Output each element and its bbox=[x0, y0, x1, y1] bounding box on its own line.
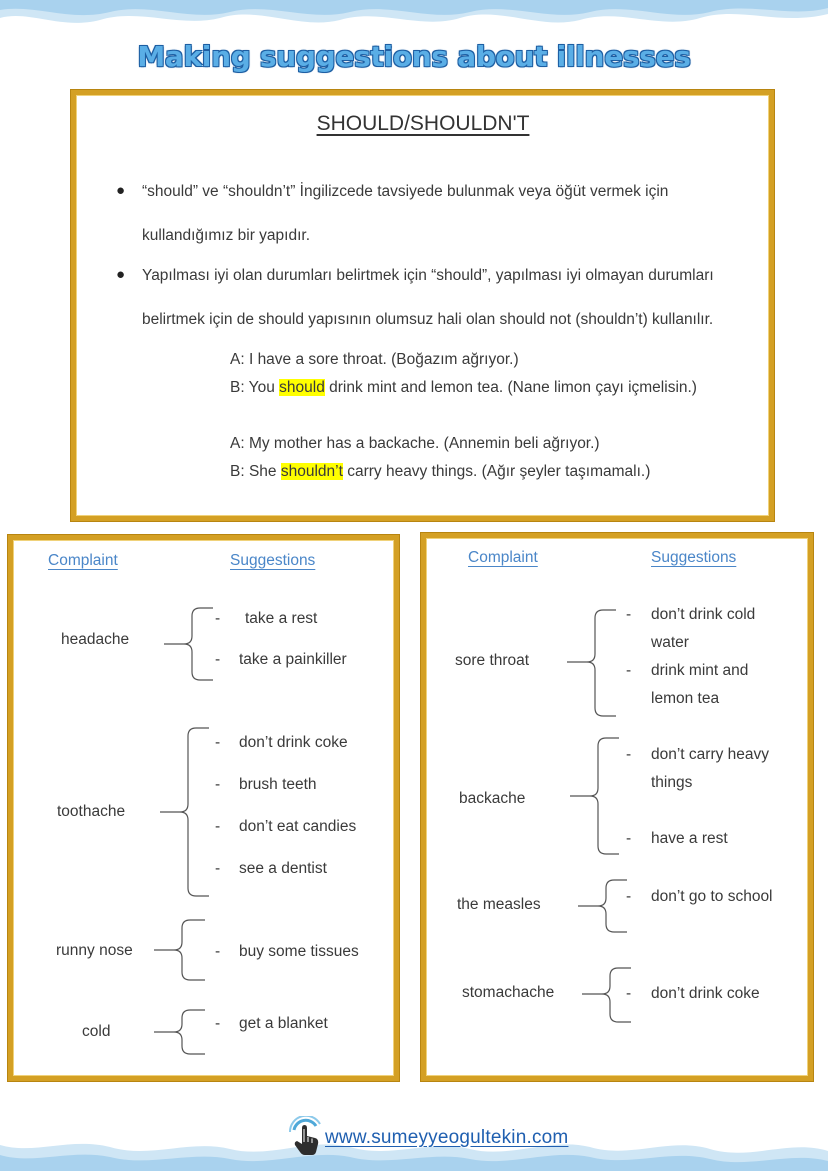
brace-cold bbox=[150, 1008, 208, 1056]
complaint-runny-nose: runny nose bbox=[56, 942, 133, 959]
suggestion: buy some tissues bbox=[239, 943, 359, 960]
complaint-backache: backache bbox=[459, 790, 526, 807]
brace-headache bbox=[160, 606, 216, 682]
suggestion: don’t drink coke bbox=[239, 734, 348, 751]
example-line-4: B: She shouldn’t carry heavy things. (Ağır şeyler taşımamalı.) bbox=[230, 463, 651, 480]
brace-backache bbox=[566, 736, 622, 858]
highlight-shouldnt: shouldn’t bbox=[280, 463, 343, 480]
left-complaint-header: Complaint bbox=[48, 552, 118, 569]
bullet-1-icon: ● bbox=[116, 182, 126, 199]
brace-toothache bbox=[156, 726, 212, 898]
grammar-frame bbox=[71, 90, 774, 521]
suggestion: don’t eat candies bbox=[239, 818, 357, 835]
pointer-hand-icon bbox=[288, 1116, 324, 1156]
suggestion: take a painkiller bbox=[239, 651, 347, 668]
suggestion: drink mint and lemon tea bbox=[651, 662, 749, 707]
suggestion: brush teeth bbox=[239, 776, 317, 793]
brace-runny-nose bbox=[150, 918, 208, 982]
bullet-2-line-1: Yapılması iyi olan durumları belirtmek için “should”, yapılması iyi olmayan durumları bbox=[142, 267, 714, 284]
page-title: Making suggestions about illnesses bbox=[137, 40, 691, 73]
suggestion: don’t drink cold water bbox=[651, 606, 756, 651]
complaint-cold: cold bbox=[82, 1023, 111, 1040]
highlight-should: should bbox=[279, 379, 325, 396]
top-wave-decoration bbox=[0, 0, 828, 34]
example-line-2: B: You should drink mint and lemon tea. (Nane limon çayı içmelisin.) bbox=[230, 379, 697, 396]
complaint-stomachache: stomachache bbox=[462, 984, 555, 1001]
example-line-1: A: I have a sore throat. (Boğazım ağrıyor.) bbox=[230, 351, 519, 368]
right-suggestions-header: Suggestions bbox=[651, 549, 737, 566]
brace-sore-throat bbox=[563, 608, 619, 720]
website-link[interactable]: www.sumeyyeogultekin.com bbox=[325, 1127, 569, 1148]
brace-the-measles bbox=[574, 878, 630, 936]
suggestion: get a blanket bbox=[239, 1015, 328, 1032]
suggestion: don’t carry heavy things bbox=[651, 746, 770, 791]
bullet-1-line-2: kullandığımız bir yapıdır. bbox=[142, 227, 310, 244]
example-line-3: A: My mother has a backache. (Annemin beli ağrıyor.) bbox=[230, 435, 600, 452]
suggestion: see a dentist bbox=[239, 860, 327, 877]
suggestion: don’t go to school bbox=[651, 888, 773, 905]
bullet-1-line-1: “should” ve “shouldn’t” İngilizcede tavsiyede bulunmak veya öğüt vermek için bbox=[142, 183, 669, 200]
suggestion: have a rest bbox=[651, 830, 728, 847]
complaint-headache: headache bbox=[61, 631, 130, 648]
left-suggestions-header: Suggestions bbox=[230, 552, 316, 569]
right-complaint-header: Complaint bbox=[468, 549, 538, 566]
complaint-the-measles: the measles bbox=[457, 896, 541, 913]
suggestion: take a rest bbox=[245, 610, 318, 627]
suggestion: don’t drink coke bbox=[651, 985, 760, 1002]
bullet-2-icon: ● bbox=[116, 266, 126, 283]
complaint-sore-throat: sore throat bbox=[455, 652, 530, 669]
grammar-heading: SHOULD/SHOULDN'T bbox=[316, 112, 530, 135]
bullet-2-line-2: belirtmek için de should yapısının olumsuz hali olan should not (shouldn’t) kullanılır. bbox=[142, 311, 714, 328]
complaint-toothache: toothache bbox=[57, 803, 126, 820]
